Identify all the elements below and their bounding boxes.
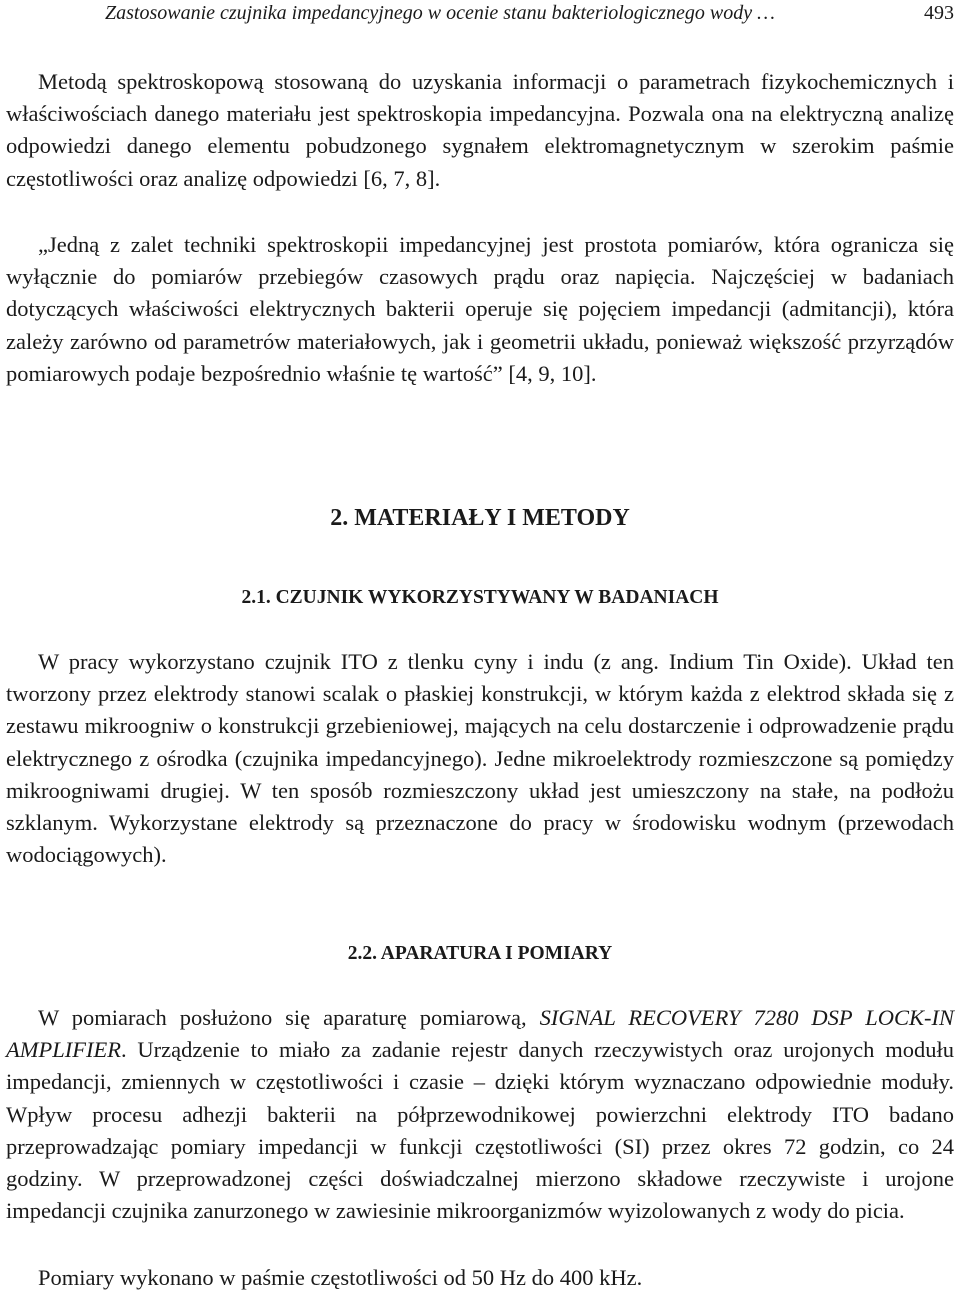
apparatus-text-rest: . Urządzenie to miało za zadanie rejestr danych rzeczywistych oraz urojonych modułu impedancji, zmiennych w częstotliwości i czasie – dzięki którym wyznaczano odpowiednie moduły. Wpływ procesu adhezji bakterii na półprzewodnikowej powierzchni elektrody ITO badano przeprowadzając pomiary impedancji w funkcji częstotliwości (SI) przez okres 72 godzin, co 24 godziny. W przeprowadzonej części doświadczalnej mierzono składowe rzeczywiste i urojone impedancji czujnika zanurzonego w zawiesinie mikroorganizmów wyizolowanych z wody do picia. [6, 1037, 954, 1224]
running-title: Zastosowanie czujnika impedancyjnego w ocenie stanu bakteriologicznego wody … [105, 2, 775, 24]
intro-paragraph-2: „Jedną z zalet techniki spektroskopii impedancyjnej jest prostota pomiarów, która ogranicza się wyłącznie do pomiarów przebiegów czasowych prądu oraz napięcia. Najczęściej w badaniach dotyczących właściwości elektrycznych bakterii operuje się pojęciem impedancji (admitancji), która zależy zarówno od parametrów materiałowych, jak i geometrii układu, ponieważ większość przyrządów pomiarowych podaje bezpośrednio właśnie tę wartość” [4, 9, 10]. [6, 232, 954, 386]
running-header [30, 0, 954, 26]
apparatus-paragraph [6, 1002, 954, 1227]
intro-paragraph-1: Metodą spektroskopową stosowaną do uzyskania informacji o parametrach fizykochemicznych i właściwościach danego materiału jest spektroskopia impedancyjna. Pozwala ona na elektryczną analizę odpowiedzi danego elementu pobudzonego sygnałem elektromagnetycznym w szerokim paśmie częstotliwości oraz analizę odpowiedzi [6, 7, 8]. [6, 69, 954, 191]
device-name: SIGNAL RECOVERY 7280 DSP LOCK-IN AMPLIFIER [6, 1005, 954, 1063]
page-number: 493 [924, 2, 954, 24]
frequency-range-paragraph: Pomiary wykonano w paśmie częstotliwości od 50 Hz do 400 kHz. [38, 1265, 643, 1290]
sensor-paragraph: W pracy wykorzystano czujnik ITO z tlenku cyny i indu (z ang. Indium Tin Oxide). Układ ten tworzony przez elektrody stanowi scalak o płaskiej konstrukcji, w którym każda z elektrod składa się z zestawu mikroogniw o konstrukcji grzebieniowej, mających na celu dostarczenie i odprowadzenie prądu elektrycznego z ośrodka (czujnika impedancyjnego). Jedne mikroelektrody rozmieszczone są pomiędzy mikroogniwami drugiej. W ten sposób rozmieszczony układ jest umieszczony na stałe, na podłożu szklanym. Wykorzystane elektrody są przeznaczone do pracy w środowisku wodnym (przewodach wodociągowych). [6, 649, 954, 868]
subsection-heading-sensor: 2.1. CZUJNIK WYKORZYSTYWANY W BADANIACH [241, 587, 719, 608]
subsection-heading-apparatus: 2.2. APARATURA I POMIARY [347, 943, 613, 964]
apparatus-text-start: W pomiarach posłużono się aparaturę pomiarową, [38, 1005, 540, 1030]
section-heading-materials-methods: 2. MATERIAŁY I METODY [330, 505, 630, 531]
